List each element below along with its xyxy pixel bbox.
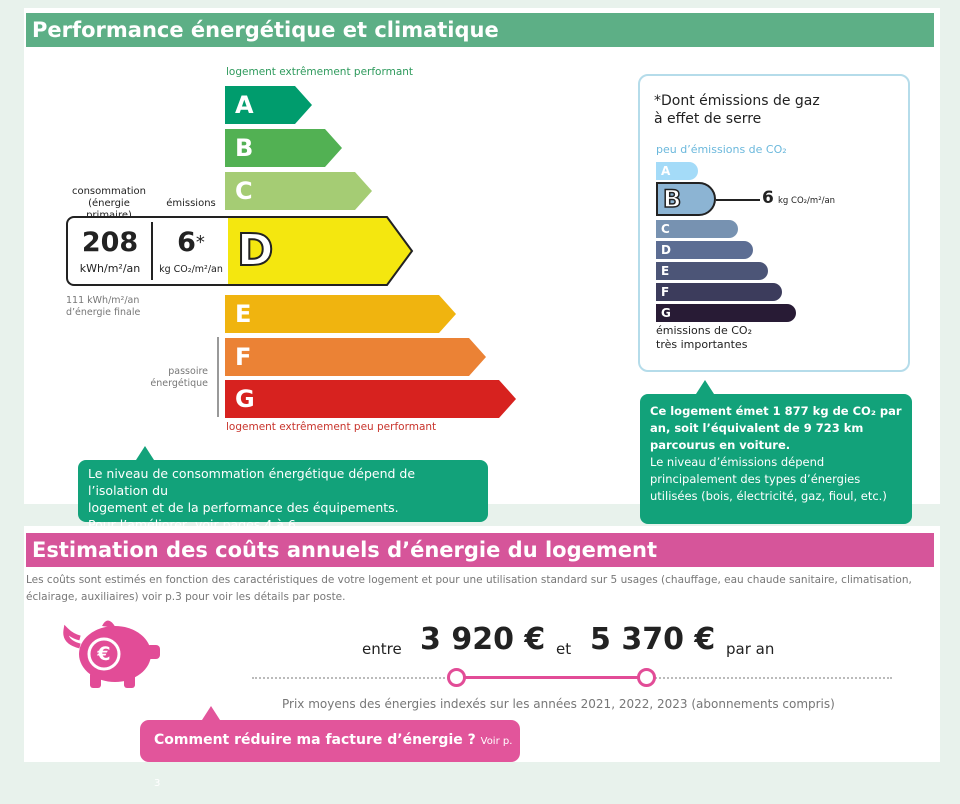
ges-class-c: C bbox=[656, 220, 738, 238]
passoire-bracket bbox=[217, 337, 219, 417]
cta-tail bbox=[202, 706, 220, 720]
ges-class-b: B bbox=[656, 182, 716, 216]
consumption-value: 208 bbox=[81, 227, 139, 258]
dpe-class-letter: F bbox=[235, 343, 252, 371]
ges-title: *Dont émissions de gaz à effet de serre bbox=[654, 93, 820, 127]
dpe-class-letter: A bbox=[235, 91, 254, 119]
ges-value: 6 bbox=[762, 188, 774, 208]
ges-top-caption: peu d’émissions de CO₂ bbox=[656, 143, 787, 156]
ges-unit: kg CO₂/m²/an bbox=[778, 196, 836, 206]
dpe-class-f bbox=[225, 338, 487, 376]
dpe-class-d bbox=[225, 216, 413, 286]
ges-info-bubble: Ce logement émet 1 877 kg de CO₂ par an, soit l’équivalent de 9 723 km parcourus en voiture. Le niveau d’émissions dépend principalement des types d’énergies utilisées (bois, électricité, gaz, fioul, etc.) bbox=[640, 394, 912, 524]
scale-bottom-caption: logement extrêmement peu performant bbox=[226, 421, 437, 433]
prices-note: Prix moyens des énergies indexés sur les années 2021, 2022, 2023 (abonnements compris) bbox=[282, 697, 835, 711]
dpe-class-c bbox=[225, 172, 373, 210]
cost-range-segment bbox=[456, 676, 646, 679]
consumption-unit: kWh/m²/an bbox=[79, 262, 141, 275]
dpe-class-a bbox=[225, 86, 313, 124]
reduce-bill-text: Comment réduire ma facture d’énergie ? bbox=[154, 732, 476, 748]
dpe-class-letter: C bbox=[235, 177, 253, 205]
performance-title: Performance énergétique et climatique bbox=[26, 13, 934, 47]
piggy-bank-icon bbox=[60, 612, 162, 692]
final-energy: 111 kWh/m²/an d’énergie finale bbox=[66, 295, 141, 318]
ges-class-f: F bbox=[656, 283, 782, 301]
ges-bottom-caption: émissions de CO₂ très importantes bbox=[656, 324, 752, 351]
cost-min: 3 920 € bbox=[420, 622, 546, 657]
emissions-value: 6 bbox=[177, 227, 196, 258]
cost-entre: entre bbox=[362, 640, 402, 658]
cost-par-an: par an bbox=[726, 640, 775, 658]
consumption-info-bubble: Le niveau de consommation énergétique dépend de l’isolation du logement et de la performance des équipements. Pour l’améliorer, voir pages 4 à 6 bbox=[78, 460, 488, 522]
reduce-bill-page: Voir p. 3 bbox=[154, 736, 513, 789]
bubble-tail-right bbox=[696, 380, 714, 394]
euro-symbol: € bbox=[97, 643, 111, 665]
costs-title: Estimation des coûts annuels d’énergie du logement bbox=[26, 533, 934, 567]
ges-class-g: G bbox=[656, 304, 796, 322]
emissions-label: émissions bbox=[166, 198, 216, 209]
value-divider bbox=[151, 222, 153, 280]
dpe-class-b bbox=[225, 129, 343, 167]
ges-class-e: E bbox=[656, 262, 768, 280]
ges-class-a: A bbox=[656, 162, 698, 180]
passoire-label: passoire énergétique bbox=[150, 366, 208, 389]
dpe-class-letter: E bbox=[235, 300, 252, 328]
cost-max-marker bbox=[637, 668, 656, 687]
dpe-class-letter: B bbox=[235, 134, 254, 162]
dpe-class-letter: D bbox=[237, 225, 274, 276]
cost-max: 5 370 € bbox=[590, 622, 716, 657]
cost-min-marker bbox=[447, 668, 466, 687]
dpe-class-g bbox=[225, 380, 517, 418]
ges-class-d: D bbox=[656, 241, 753, 259]
dpe-class-letter: G bbox=[235, 385, 255, 413]
dpe-class-e bbox=[225, 295, 457, 333]
reduce-bill-link[interactable] bbox=[140, 720, 520, 789]
bubble-tail-left bbox=[136, 446, 154, 460]
ges-pointer-line bbox=[716, 199, 760, 201]
cost-et: et bbox=[556, 640, 572, 658]
emissions-star: * bbox=[195, 232, 205, 253]
costs-intro: Les coûts sont estimés en fonction des caractéristiques de votre logement et pour une utilisation standard sur 5 usages (chauffage, eau chaude sanitaire, climatisation, éclairage, auxiliaires) voir p.3 pour voir les détails par poste. bbox=[26, 574, 912, 603]
emissions-unit: kg CO₂/m²/an bbox=[159, 264, 223, 275]
scale-top-caption: logement extrêmement performant bbox=[226, 66, 414, 78]
consumption-label: consommation (énergie bbox=[71, 186, 147, 209]
emissions-value-wrap bbox=[156, 226, 226, 260]
